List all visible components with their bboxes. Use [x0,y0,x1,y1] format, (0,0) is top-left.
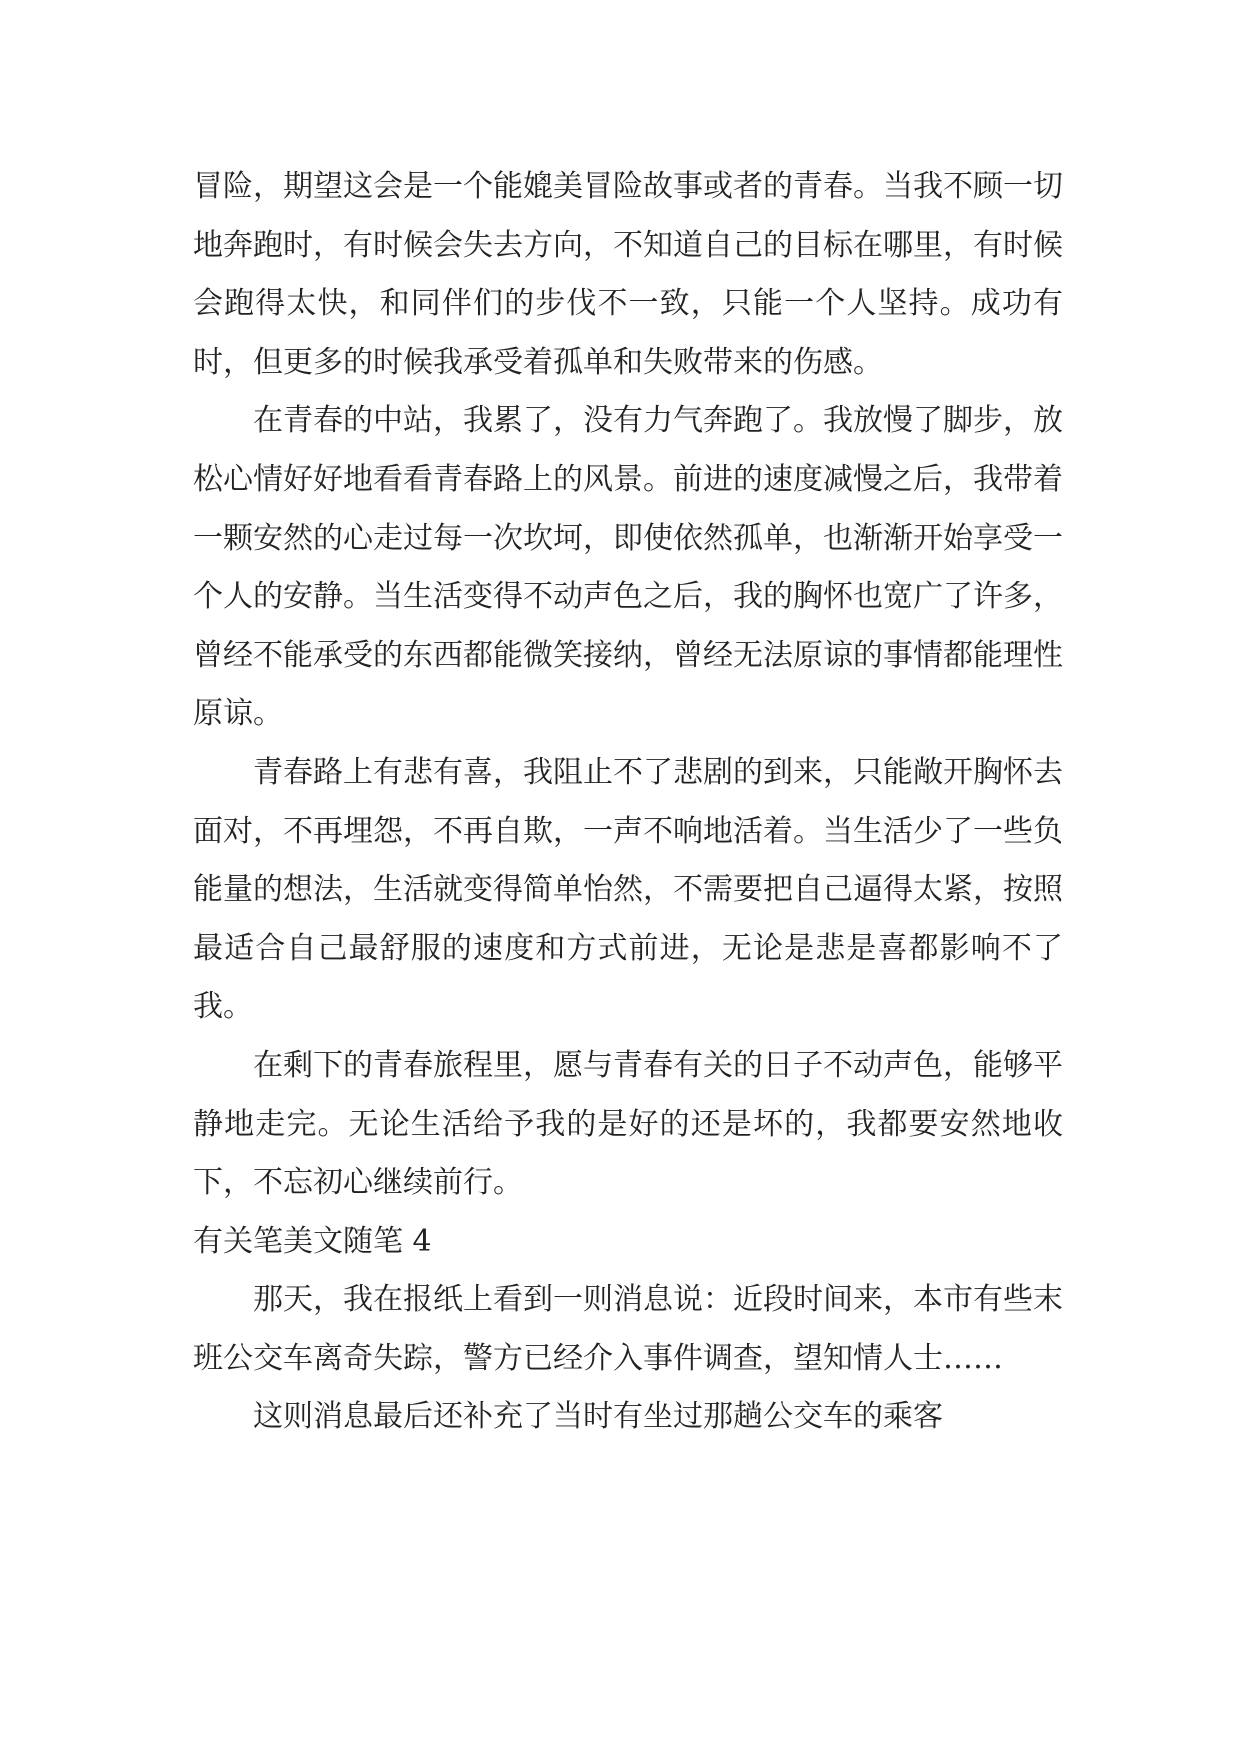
paragraph: 这则消息最后还补充了当时有坐过那趟公交车的乘客 [253,1399,943,1435]
paragraph: 青春路上有悲有喜，我阻止不了悲剧的到来，只能敞开胸怀去面对，不再埋怨，不再自欺，一声不响地活着。当生活少了一些负能量的想法，生活就变得简单怡然，不需要把自己逼得太紧，按照最适合自己最舒服的速度和方式前进，无论是悲是喜都影响不了我。 [193,754,1063,1025]
paragraph-continuation: 冒险，期望这会是一个能媲美冒险故事或者的青春。当我不顾一切地奔跑时，有时候会失去方向，不知道自己的目标在哪里，有时候会跑得太快，和同伴们的步伐不一致，只能一个人坚持。成功有时，但更多的时候我承受着孤单和失败带来的伤感。 [193,169,1063,380]
paragraph: 在青春的中站，我累了，没有力气奔跑了。我放慢了脚步，放松心情好好地看看青春路上的风景。前进的速度减慢之后，我带着一颗安然的心走过每一次坎坷，即使依然孤单，也渐渐开始享受一个人的安静。当生活变得不动声色之后，我的胸怀也宽广了许多，曾经不能承受的东西都能微笑接纳，曾经无法原谅的事情都能理性原谅。 [193,403,1063,732]
document-body [193,158,1063,1447]
paragraph: 那天，我在报纸上看到一则消息说：近段时间来，本市有些末班公交车离奇失踪，警方已经介入事件调查，望知情人士…… [193,1282,1063,1376]
section-heading: 有关笔美文随笔 4 [193,1223,432,1259]
paragraph: 在剩下的青春旅程里，愿与青春有关的日子不动声色，能够平静地走完。无论生活给予我的是好的还是坏的，我都要安然地收下，不忘初心继续前行。 [193,1047,1063,1201]
